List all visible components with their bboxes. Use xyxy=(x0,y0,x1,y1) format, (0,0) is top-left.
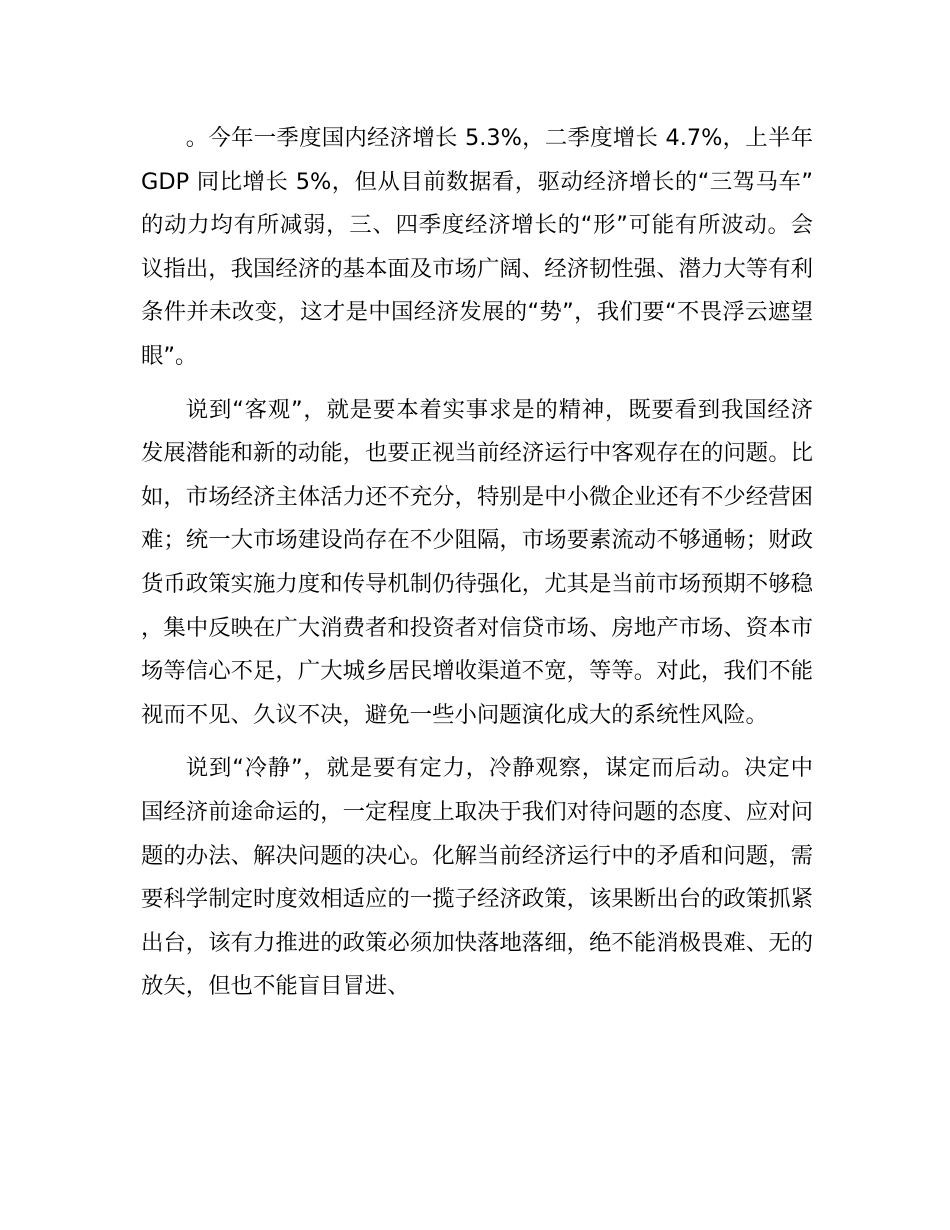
paragraph-3: 说到“冷静”，就是要有定力，冷静观察，谋定而后动。决定中国经济前途命运的，一定程度上取决于我们对待问题的态度、应对问题的办法、解决问题的决心。化解当前经济运行中的矛盾和问题，需要科学制定时度效相适应的一揽子经济政策，该果断出台的政策抓紧出台，该有力推进的政策必须加快落地落细，绝不能消极畏难、无的放矢，但也不能盲目冒进、 xyxy=(141,755,813,1000)
paragraph-2: 说到“客观”，就是要本着实事求是的精神，既要看到我国经济发展潜能和新的动能，也要正视当前经济运行中客观存在的问题。比如，市场经济主体活力还不充分，特别是中小微企业还有不少经营困难；统一大市场建设尚存在不少阻隔，市场要素流动不够通畅；财政货币政策实施力度和传导机制仍待强化，尤其是当前市场预期不够稳，集中反映在广大消费者和投资者对信贷市场、房地产市场、资本市场等信心不足，广大城乡居民增收渠道不宽，等等。对此，我们不能视而不见、久议不决，避免一些小问题演化成大的系统性风险。 xyxy=(141,396,813,728)
paragraph-1: 。今年一季度国内经济增长 5.3%，二季度增长 4.7%，上半年 GDP 同比增长 5%，但从目前数据看，驱动经济增长的“三驾马车”的动力均有所减弱，三、四季度经济增长的“形”可能有所波动。会议指出，我国经济的基本面及市场广阔、经济韧性强、潜力大等有利条件并未改变，这才是中国经济发展的“势”，我们要“不畏浮云遮望眼”。 xyxy=(141,125,813,369)
document-body xyxy=(141,117,813,1009)
